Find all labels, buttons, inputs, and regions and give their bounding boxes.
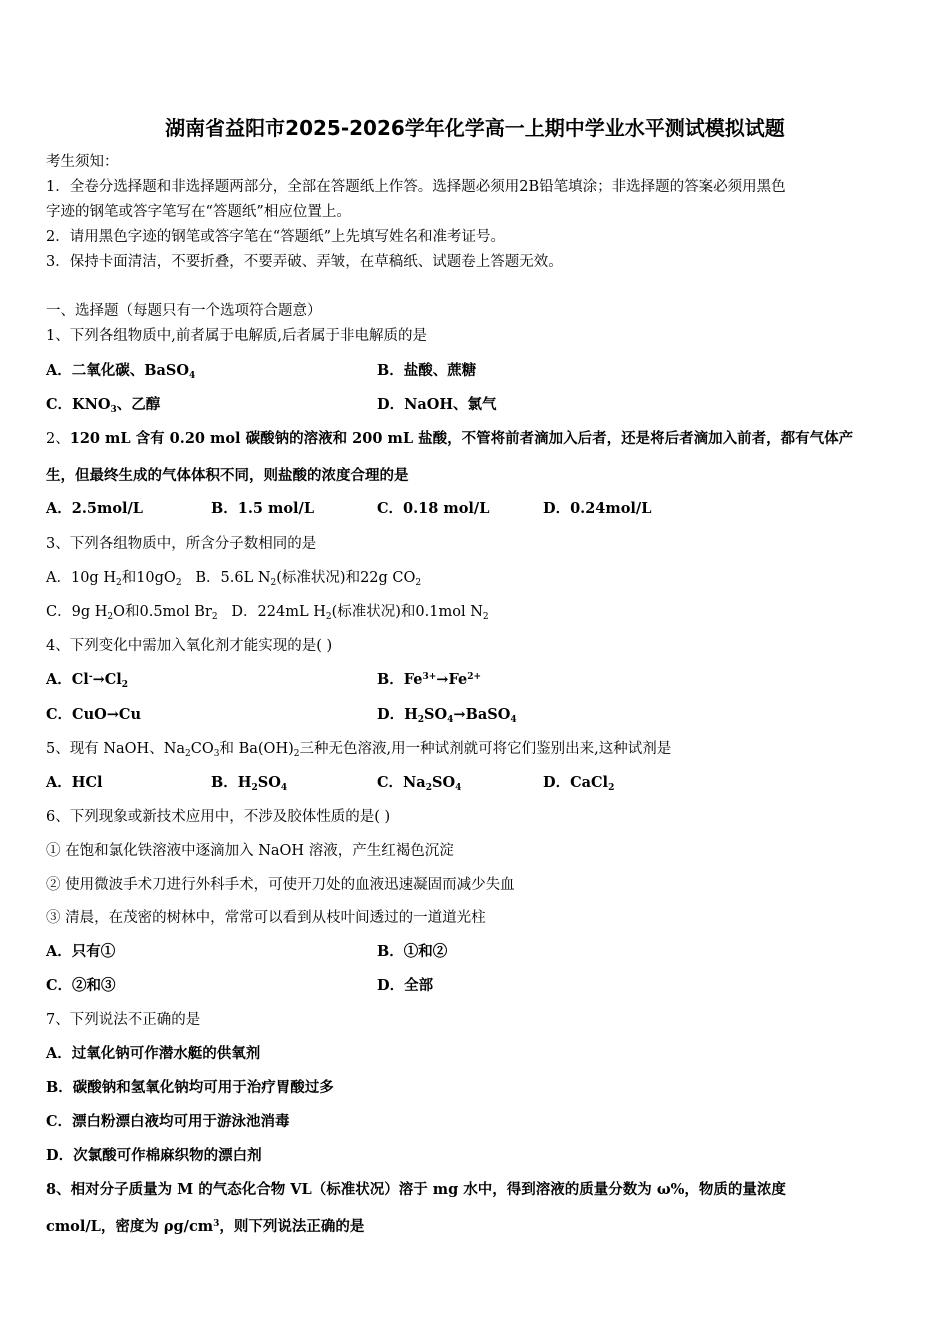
notice-item-2: 2．请用黑色字迹的钢笔或答字笔在“答题纸”上先填写姓名和准考证号。 [46,229,506,245]
question-7-stem: 7、下列说法不正确的是 [46,1012,201,1028]
q6-option-c: C．②和③ [46,977,116,994]
page-title: 湖南省益阳市2025-2026学年化学高一上期中学业水平测试模拟试题 [165,116,785,140]
q5-option-a: A．HCl [46,774,103,791]
q6-option-b: B．①和② [377,943,448,960]
notice-item-3: 3．保持卡面清洁，不要折叠，不要弄破、弄皱，在草稿纸、试题卷上答题无效。 [46,254,563,270]
q4-option-b: B．$Fe^{3+}\to Fe^{2+}$ [377,671,481,688]
question-3-stem: 3、下列各组物质中，所含分子数相同的是 [46,536,317,552]
q2-option-c: C．0.18 mol/L [377,500,490,517]
q1-option-c: C．$KNO_3$、乙醇 [46,396,161,415]
question-8-stem-b: cmol/L，密度为 $\rho g/cm^3$，则下列说法正确的是 [46,1218,365,1235]
question-6-stem: 6、下列现象或新技术应用中，不涉及胶体性质的是( ) [46,809,391,825]
q6-option-d: D．全部 [377,977,434,994]
q2-option-a: A．2.5mol/L [46,500,143,517]
q5-option-b: B．$H_2SO_4$ [211,774,288,793]
q3-options-row-2: C．9g $H_2O$和0.5mol $Br_2$ D．224mL $H_2$(标准状况)和0.1mol $N_2$ [46,604,489,622]
section-heading: 一、选择题（每题只有一个选项符合题意） [46,303,322,319]
question-2-stem-a: 2、120 mL 含有 0.20 mol 碳酸钠的溶液和 200 mL 盐酸，不管将前者滴加入后者，还是将后者滴加入前者，都有气体产 [46,430,854,447]
notice-item-1b: 字迹的钢笔或答字笔写在“答题纸”相应位置上。 [46,204,351,220]
notice-item-1a: 1．全卷分选择题和非选择题两部分，全部在答题纸上作答。选择题必须用2B铅笔填涂；非选择题的答案必须用黑色 [46,179,786,195]
q2-option-d: D．0.24mol/L [543,500,652,517]
q3-options-row-1: A．10g $H_2$和$10gO_2$ B．5.6L $N_2$(标准状况)和22g $CO_2$ [46,570,422,588]
q2-option-b: B．1.5 mol/L [211,500,315,517]
q7-option-c: C．漂白粉漂白液均可用于游泳池消毒 [46,1113,290,1130]
question-8-stem-a: 8、相对分子质量为 M 的气态化合物 VL（标准状况）溶于 mg 水中，得到溶液的质量分数为 ω%，物质的量浓度 [46,1181,786,1198]
q7-option-b: B．碳酸钠和氢氧化钠均可用于治疗胃酸过多 [46,1079,334,1096]
q4-option-c: C．CuO→Cu [46,706,141,723]
q7-option-a: A．过氧化钠可作潜水艇的供氧剂 [46,1045,261,1062]
question-4-stem: 4、下列变化中需加入氧化剂才能实现的是( ) [46,638,333,654]
q6-option-a: A．只有① [46,943,116,960]
q6-statement-1: ① 在饱和氯化铁溶液中逐滴加入 NaOH 溶液，产生红褐色沉淀 [46,843,454,859]
q1-option-a: A．二氧化碳、BaSO$_4$ [46,362,196,381]
notice-heading: 考生须知： [46,154,119,170]
q5-option-c: C．$Na_2SO_4$ [377,774,462,793]
q6-statement-2: ② 使用微波手术刀进行外科手术，可使开刀处的血液迅速凝固而减少失血 [46,877,515,893]
question-2-stem-b: 生，但最终生成的气体体积不同，则盐酸的浓度合理的是 [46,467,409,484]
q5-option-d: D．CaCl$_2$ [543,774,615,793]
question-5-stem: 5、现有 NaOH、$Na_2CO_3$和 $Ba(OH)_2$三种无色溶液,用一种试剂就可将它们鉴别出来,这种试剂是 [46,741,672,759]
q7-option-d: D．次氯酸可作棉麻织物的漂白剂 [46,1147,262,1164]
q6-statement-3: ③ 清晨，在茂密的树林中，常常可以看到从枝叶间透过的一道道光柱 [46,910,486,926]
q1-option-b: B．盐酸、蔗糖 [377,362,477,379]
q4-option-d: D．$H_2SO_4\to BaSO_4$ [377,706,517,725]
q1-option-d: D．NaOH、氯气 [377,396,497,413]
q4-option-a: A．$Cl^-\to Cl_2$ [46,671,129,690]
question-1-stem: 1、下列各组物质中,前者属于电解质,后者属于非电解质的是 [46,328,427,344]
